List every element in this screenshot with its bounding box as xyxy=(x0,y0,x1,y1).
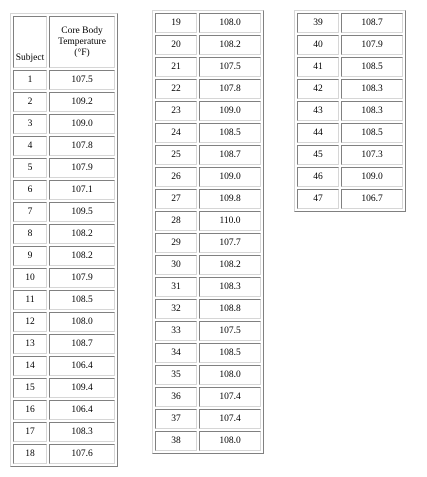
table-row xyxy=(13,422,115,442)
temperature-cell: 107.4 xyxy=(199,387,261,407)
table-row xyxy=(155,101,261,121)
table-row xyxy=(13,136,115,156)
subject-cell: 5 xyxy=(13,158,47,178)
table-row xyxy=(13,114,115,134)
temperature-cell: 109.0 xyxy=(49,114,115,134)
temperature-cell: 108.5 xyxy=(199,343,261,363)
temperature-cell: 108.3 xyxy=(199,277,261,297)
temperature-cell: 107.5 xyxy=(199,321,261,341)
table-row xyxy=(13,268,115,288)
temperature-cell: 108.2 xyxy=(199,255,261,275)
table-row xyxy=(155,57,261,77)
table-row xyxy=(155,145,261,165)
subject-cell: 4 xyxy=(13,136,47,156)
temperature-cell: 107.5 xyxy=(199,57,261,77)
subject-cell: 10 xyxy=(13,268,47,288)
table-row xyxy=(297,123,403,143)
subject-cell: 26 xyxy=(155,167,197,187)
temperature-cell: 109.0 xyxy=(199,167,261,187)
temperature-cell: 107.1 xyxy=(49,180,115,200)
temperature-cell: 109.0 xyxy=(341,167,403,187)
subject-cell: 35 xyxy=(155,365,197,385)
subject-cell: 14 xyxy=(13,356,47,376)
table-row xyxy=(297,79,403,99)
table-row xyxy=(13,400,115,420)
temperature-cell: 106.4 xyxy=(49,356,115,376)
subject-cell: 43 xyxy=(297,101,339,121)
table-row xyxy=(155,211,261,231)
table-row xyxy=(13,202,115,222)
table-row xyxy=(13,378,115,398)
temperature-cell: 107.9 xyxy=(49,268,115,288)
table-row xyxy=(13,158,115,178)
temperature-cell: 109.5 xyxy=(49,202,115,222)
temperature-cell: 107.4 xyxy=(199,409,261,429)
temperature-cell: 107.5 xyxy=(49,70,115,90)
temperature-cell: 108.8 xyxy=(199,299,261,319)
temperature-cell: 107.8 xyxy=(199,79,261,99)
subject-cell: 32 xyxy=(155,299,197,319)
table-row xyxy=(297,57,403,77)
subject-cell: 1 xyxy=(13,70,47,90)
temperature-cell: 107.6 xyxy=(49,444,115,464)
temperature-cell: 108.0 xyxy=(49,312,115,332)
table-row xyxy=(13,224,115,244)
temperature-cell: 107.7 xyxy=(199,233,261,253)
table-row xyxy=(13,356,115,376)
temperature-cell: 108.2 xyxy=(49,224,115,244)
temperature-header xyxy=(49,16,115,68)
table-row xyxy=(13,444,115,464)
subject-cell: 2 xyxy=(13,92,47,112)
subject-cell: 22 xyxy=(155,79,197,99)
subject-cell: 15 xyxy=(13,378,47,398)
temperature-cell: 108.2 xyxy=(49,246,115,266)
temperature-cell: 107.9 xyxy=(341,35,403,55)
table-row xyxy=(297,13,403,33)
temperature-cell: 108.7 xyxy=(49,334,115,354)
subject-cell: 21 xyxy=(155,57,197,77)
subject-cell: 28 xyxy=(155,211,197,231)
subject-cell: 42 xyxy=(297,79,339,99)
subject-cell: 34 xyxy=(155,343,197,363)
subject-cell: 37 xyxy=(155,409,197,429)
temperature-cell: 108.5 xyxy=(199,123,261,143)
temperature-cell: 108.0 xyxy=(199,431,261,451)
table-row xyxy=(297,167,403,187)
temperature-cell: 109.4 xyxy=(49,378,115,398)
temperature-table-3 xyxy=(294,10,406,212)
table-row xyxy=(155,365,261,385)
subject-cell: 12 xyxy=(13,312,47,332)
subject-cell: 7 xyxy=(13,202,47,222)
subject-cell: 25 xyxy=(155,145,197,165)
table-row xyxy=(13,92,115,112)
subject-cell: 18 xyxy=(13,444,47,464)
header-row xyxy=(13,16,115,68)
table-row xyxy=(297,189,403,209)
temperature-cell: 108.7 xyxy=(199,145,261,165)
temperature-cell: 106.4 xyxy=(49,400,115,420)
subject-cell: 47 xyxy=(297,189,339,209)
subject-cell: 23 xyxy=(155,101,197,121)
subject-cell: 16 xyxy=(13,400,47,420)
subject-cell: 31 xyxy=(155,277,197,297)
subject-cell: 19 xyxy=(155,13,197,33)
temperature-cell: 109.0 xyxy=(199,101,261,121)
temperature-cell: 107.8 xyxy=(49,136,115,156)
subject-header: Subject xyxy=(13,16,47,68)
temperature-cell: 109.8 xyxy=(199,189,261,209)
table-row xyxy=(155,79,261,99)
table-row xyxy=(155,299,261,319)
table-row xyxy=(297,35,403,55)
temperature-header-line3: (°F) xyxy=(74,47,90,58)
table-row xyxy=(155,277,261,297)
temperature-cell: 108.0 xyxy=(199,365,261,385)
temperature-cell: 108.5 xyxy=(49,290,115,310)
table-row xyxy=(13,290,115,310)
table-row xyxy=(297,101,403,121)
temperature-cell: 108.3 xyxy=(341,79,403,99)
subject-cell: 24 xyxy=(155,123,197,143)
subject-cell: 46 xyxy=(297,167,339,187)
table-row xyxy=(155,255,261,275)
temperature-cell: 110.0 xyxy=(199,211,261,231)
subject-cell: 38 xyxy=(155,431,197,451)
temperature-cell: 108.5 xyxy=(341,123,403,143)
temperature-header-line1: Core Body xyxy=(61,25,103,36)
subject-cell: 6 xyxy=(13,180,47,200)
table-row xyxy=(155,343,261,363)
subject-cell: 27 xyxy=(155,189,197,209)
subject-cell: 20 xyxy=(155,35,197,55)
temperature-cell: 108.0 xyxy=(199,13,261,33)
subject-cell: 36 xyxy=(155,387,197,407)
subject-cell: 8 xyxy=(13,224,47,244)
temperature-cell: 107.9 xyxy=(49,158,115,178)
subject-cell: 11 xyxy=(13,290,47,310)
table-row xyxy=(13,70,115,90)
subject-cell: 3 xyxy=(13,114,47,134)
table-row xyxy=(155,35,261,55)
table-row xyxy=(155,123,261,143)
subject-cell: 29 xyxy=(155,233,197,253)
table-row xyxy=(155,387,261,407)
temperature-cell: 108.3 xyxy=(341,101,403,121)
table-row xyxy=(13,334,115,354)
table-row xyxy=(297,145,403,165)
subject-cell: 33 xyxy=(155,321,197,341)
table-row xyxy=(155,321,261,341)
table-row xyxy=(13,312,115,332)
subject-cell: 44 xyxy=(297,123,339,143)
temperature-cell: 108.3 xyxy=(49,422,115,442)
temperature-cell: 109.2 xyxy=(49,92,115,112)
table-row xyxy=(155,233,261,253)
table-row xyxy=(13,246,115,266)
subject-cell: 13 xyxy=(13,334,47,354)
temperature-cell: 108.7 xyxy=(341,13,403,33)
table-row xyxy=(155,409,261,429)
subject-cell: 30 xyxy=(155,255,197,275)
temperature-cell: 108.5 xyxy=(341,57,403,77)
temperature-table-2 xyxy=(152,10,264,454)
subject-cell: 45 xyxy=(297,145,339,165)
subject-cell: 9 xyxy=(13,246,47,266)
table-row xyxy=(155,13,261,33)
table-row xyxy=(155,167,261,187)
subject-cell: 41 xyxy=(297,57,339,77)
subject-cell: 17 xyxy=(13,422,47,442)
table-row xyxy=(155,189,261,209)
temperature-table-1 xyxy=(10,13,118,467)
temperature-cell: 107.3 xyxy=(341,145,403,165)
subject-cell: 40 xyxy=(297,35,339,55)
temperature-cell: 106.7 xyxy=(341,189,403,209)
table-row xyxy=(155,431,261,451)
temperature-cell: 108.2 xyxy=(199,35,261,55)
temperature-header-line2: Temperature xyxy=(58,36,106,47)
subject-cell: 39 xyxy=(297,13,339,33)
table-row xyxy=(13,180,115,200)
